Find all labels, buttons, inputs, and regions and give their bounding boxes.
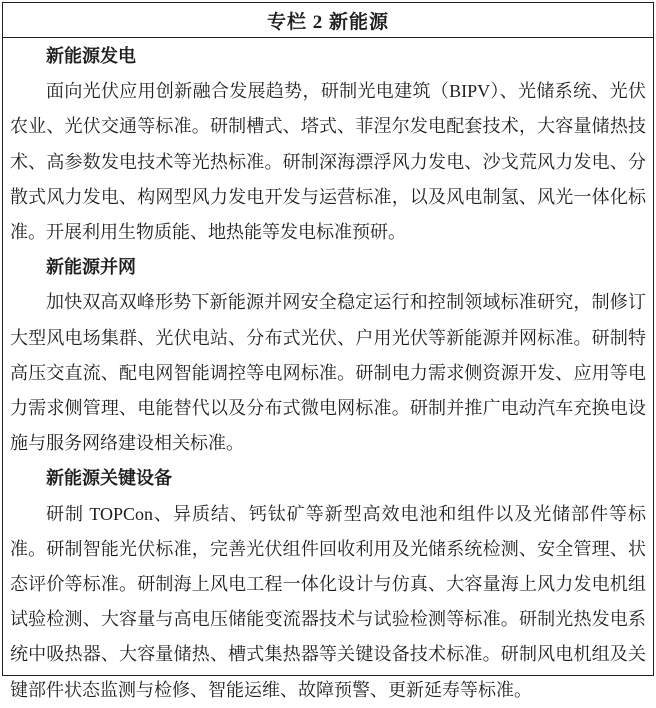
section-paragraph-grid-connection: 加快双高双峰形势下新能源并网安全稳定运行和控制领域标准研究，制修订大型风电场集群、光伏电站、分布式光伏、户用光伏等新能源并网标准。研制特高压交直流、配电网智能调控等电网标准。研制电力需求侧资源开发、应用等电力需求侧管理、电能替代以及分布式微电网标准。研制并推广电动汽车充换电设施与服务网络建设相关标准。 bbox=[10, 292, 646, 454]
section-heading-grid-connection: 新能源并网 bbox=[46, 257, 136, 278]
section-paragraph-key-equipment: 研制 TOPCon、异质结、钙钛矿等新型高效电池和组件以及光储部件等标准。研制智能光伏标准，完善光伏组件回收利用及光储系统检测、安全管理、状态评价等标准。研制海上风电工程一体化设计与仿真、大容量海上风力发电机组试验检测、大容量与高电压储能变流器技术与试验检测等标准。研制光热发电系统中吸热器、大容量储热、槽式集热器等关键设备技术标准。研制风电机组及关键部件状态监测与检修、智能运维、故障预警、更新延寿等标准。 bbox=[10, 503, 646, 700]
new-energy-panel bbox=[2, 2, 654, 700]
panel-title: 专栏 2 新能源 bbox=[3, 3, 653, 38]
section-heading-key-equipment: 新能源关键设备 bbox=[46, 468, 172, 489]
section-heading-generation: 新能源发电 bbox=[46, 46, 136, 66]
section-paragraph-generation: 面向光伏应用创新融合发展趋势，研制光电建筑（BIPV）、光储系统、光伏农业、光伏交通等标准。研制槽式、塔式、菲涅尔发电配套技术，大容量储热技术、高参数发电技术等光热标准。研制深海漂浮风力发电、沙戈荒风力发电、分散式风力发电、构网型风力发电开发与运营标准，以及风电制氢、风光一体化标准。开展利用生物质能、地热能等发电标准预研。 bbox=[10, 81, 646, 243]
panel-body bbox=[3, 38, 653, 708]
